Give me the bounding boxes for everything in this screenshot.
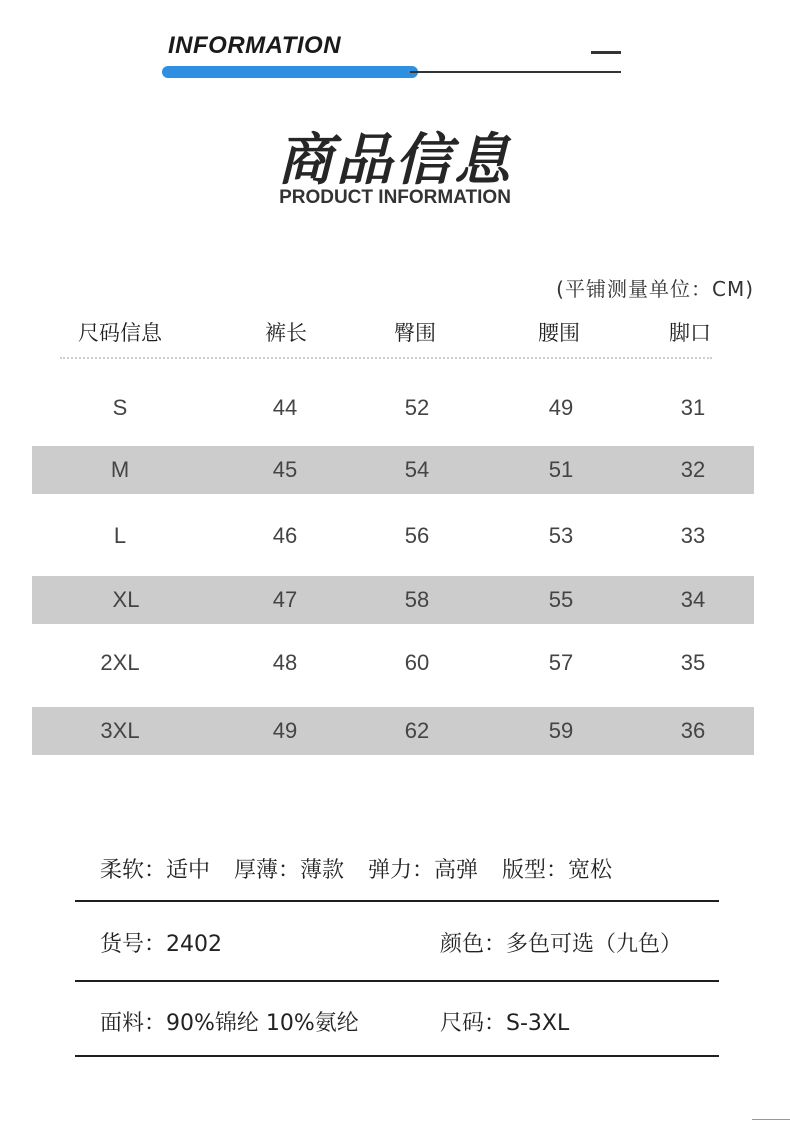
table-row xyxy=(32,639,754,687)
column-header-leg-opening: 脚口 xyxy=(669,321,711,345)
table-header-divider xyxy=(60,357,712,359)
thickness-attribute: 厚薄：薄款 xyxy=(234,858,345,883)
table-row xyxy=(32,384,754,432)
size-cell: L xyxy=(113,523,127,548)
hip-cell: 52 xyxy=(404,395,430,420)
length-cell: 44 xyxy=(272,395,298,420)
elasticity-attribute: 弹力：高弹 xyxy=(368,858,479,883)
size-cell: XL xyxy=(112,587,140,612)
size-cell: 2XL xyxy=(100,650,140,675)
measurement-unit-note: (平铺测量单位：CM) xyxy=(556,277,754,301)
header-divider-line xyxy=(410,71,621,73)
column-header-waist: 腰围 xyxy=(538,321,580,345)
waist-cell: 59 xyxy=(548,718,574,743)
size-cell: S xyxy=(112,395,128,420)
leg-opening-cell: 36 xyxy=(680,718,706,743)
info-label: INFORMATION xyxy=(168,32,342,59)
section-divider xyxy=(75,1055,719,1057)
hip-cell: 58 xyxy=(404,587,430,612)
length-cell: 49 xyxy=(272,718,298,743)
color-options: 颜色：多色可选（九色） xyxy=(440,932,683,957)
dash-icon xyxy=(591,51,621,54)
length-cell: 46 xyxy=(272,523,298,548)
attribute-line xyxy=(100,853,636,884)
length-cell: 45 xyxy=(272,457,298,482)
table-row xyxy=(32,512,754,560)
section-divider xyxy=(75,980,719,982)
table-row xyxy=(32,707,754,755)
waist-cell: 57 xyxy=(548,650,574,675)
page-title: 商品信息 xyxy=(277,128,513,193)
hip-cell: 62 xyxy=(404,718,430,743)
leg-opening-cell: 33 xyxy=(680,523,706,548)
column-header-length: 裤长 xyxy=(265,321,307,345)
corner-line xyxy=(752,1119,790,1120)
length-cell: 47 xyxy=(272,587,298,612)
waist-cell: 53 xyxy=(548,523,574,548)
length-cell: 48 xyxy=(272,650,298,675)
waist-cell: 51 xyxy=(548,457,574,482)
column-header-hip: 臀围 xyxy=(394,321,436,345)
column-header-size: 尺码信息 xyxy=(78,321,162,345)
size-range: 尺码：S-3XL xyxy=(440,1011,570,1036)
table-row xyxy=(32,576,754,624)
section-divider xyxy=(75,900,719,902)
hip-cell: 54 xyxy=(404,457,430,482)
size-cell: 3XL xyxy=(100,718,140,743)
accent-bar xyxy=(162,66,418,78)
hip-cell: 60 xyxy=(404,650,430,675)
size-table-header xyxy=(0,313,790,349)
leg-opening-cell: 34 xyxy=(680,587,706,612)
waist-cell: 49 xyxy=(548,395,574,420)
page-subtitle: PRODUCT INFORMATION xyxy=(279,187,511,208)
item-number: 货号：2402 xyxy=(100,932,222,957)
fit-attribute: 版型：宽松 xyxy=(502,858,613,883)
softness-attribute: 柔软：适中 xyxy=(100,858,211,883)
table-row xyxy=(32,446,754,494)
size-cell: M xyxy=(110,457,130,482)
leg-opening-cell: 35 xyxy=(680,650,706,675)
waist-cell: 55 xyxy=(548,587,574,612)
material-composition: 面料：90%锦纶 10%氨纶 xyxy=(100,1011,359,1036)
hip-cell: 56 xyxy=(404,523,430,548)
leg-opening-cell: 31 xyxy=(680,395,706,420)
leg-opening-cell: 32 xyxy=(680,457,706,482)
